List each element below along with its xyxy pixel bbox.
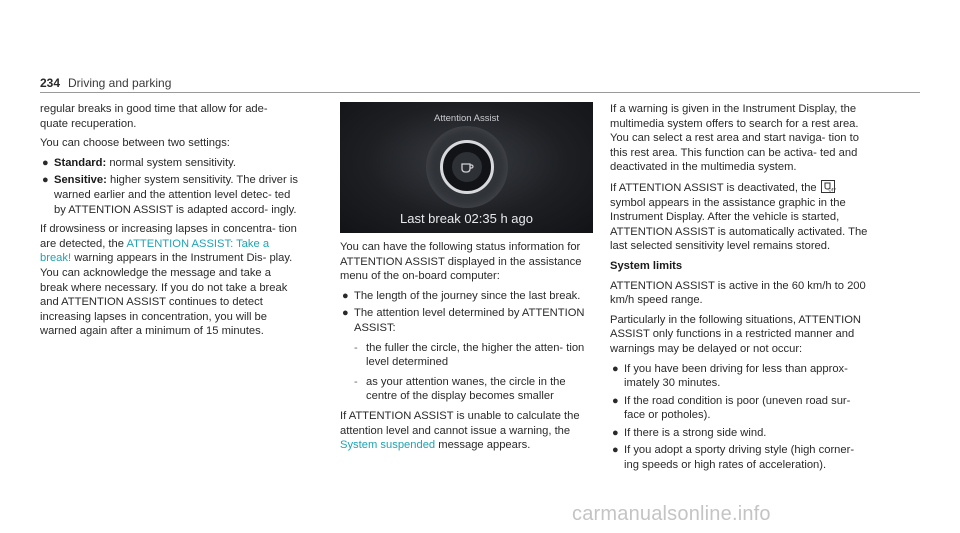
- bullet-icon: ●: [42, 156, 49, 169]
- column-middle: [340, 240, 592, 458]
- svg-text:OFF: OFF: [828, 187, 836, 193]
- status-list: [340, 289, 592, 336]
- page-header: [40, 0, 920, 95]
- list-item: ● If there is a strong side wind.: [612, 426, 767, 439]
- list-item: - the fuller the circle, the higher the atten- tion level determined: [354, 341, 585, 369]
- paragraph: If ATTENTION ASSIST is deactivated, the OFF symbol appears in the assistance graphic in the Instrument Display. After the vehicle is started, ATTENTION ASSIST is automatically activated. The last selected sensitivity level remains stored.: [610, 181, 868, 253]
- list-item: ● The attention level determined by ATTENTION ASSIST:: [342, 307, 585, 334]
- list-item: ● Sensitive: higher system sensitivity. The driver is warned earlier and the attention level detec- ted by ATTENTION ASSIST is adapted accord- ingly.: [42, 174, 298, 216]
- column-right: [610, 102, 868, 478]
- bullet-icon: ●: [612, 362, 619, 375]
- paragraph: regular breaks in good time that allow for ade- quate recuperation.: [40, 103, 268, 130]
- system-suspended-message: System suspended: [340, 439, 436, 452]
- dash-icon: -: [354, 375, 358, 388]
- watermark: carmanualsonline.info: [572, 503, 771, 525]
- dash-icon: -: [354, 341, 358, 354]
- bullet-icon: ●: [42, 174, 49, 187]
- attention-level-sublist: [340, 341, 592, 404]
- paragraph: Particularly in the following situations, ATTENTION ASSIST only functions in a restricted manner and warnings may be delayed or not occur:: [610, 313, 861, 355]
- coffee-cup-icon: [460, 160, 474, 174]
- paragraph: You can choose between two settings:: [40, 137, 230, 150]
- last-break-caption: Last break 02:35 h ago: [400, 211, 533, 226]
- list-item: ● If you have been driving for less than approx- imately 30 minutes.: [612, 362, 848, 390]
- paragraph: If drowsiness or increasing lapses in concentra- tion are detected, the ATTENTION ASSIST: Take a break! warning appears in the Instrument Dis- play. You can acknowledge the message and take a break where necessary. If you do not take a break and ATTENTION ASSIST continues to detect increasing lapses in concentration, you will be warned again after a minimum of 15 minutes.: [40, 223, 297, 338]
- list-item: ● Standard: normal system sensitivity.: [42, 156, 236, 169]
- settings-list: [40, 156, 298, 217]
- list-item: ● If the road condition is poor (uneven road sur- face or potholes).: [612, 394, 851, 422]
- attention-assist-off-icon: [821, 180, 835, 193]
- list-item: ● The length of the journey since the last break.: [342, 289, 581, 302]
- paragraph: ATTENTION ASSIST is active in the 60 km/h to 200 km/h speed range.: [610, 279, 866, 307]
- header-rule: [40, 92, 920, 93]
- limits-list: [610, 362, 868, 473]
- list-item: - as your attention wanes, the circle in the centre of the display becomes smaller: [354, 375, 566, 403]
- paragraph: If a warning is given in the Instrument Display, the multimedia system offers to search for a rest area. You can select a rest area and start naviga- tion to this rest area. This function can be activa- ted and deactivated in the multimedia system.: [610, 103, 859, 174]
- bullet-icon: ●: [612, 426, 619, 439]
- section-heading: System limits: [610, 259, 683, 272]
- list-item: ● If you adopt a sporty driving style (high corner- ing speeds or high rates of acceleration).: [612, 444, 855, 472]
- display-title: Attention Assist: [434, 113, 499, 124]
- bullet-icon: ●: [612, 444, 619, 457]
- bullet-icon: ●: [612, 394, 619, 407]
- paragraph: You can have the following status information for ATTENTION ASSIST displayed in the assistance menu of the on-board computer:: [340, 241, 582, 283]
- chapter-title: Driving and parking: [68, 76, 172, 90]
- column-left: [40, 102, 298, 344]
- page-number: 234: [40, 76, 61, 90]
- bullet-icon: ●: [342, 307, 349, 320]
- attention-assist-display-image: [340, 102, 593, 233]
- bullet-icon: ●: [342, 289, 349, 302]
- paragraph: If ATTENTION ASSIST is unable to calculate the attention level and cannot issue a warning, the System suspended message appears.: [340, 409, 580, 452]
- take-a-break-message: ATTENTION ASSIST: Take a break!: [40, 237, 270, 265]
